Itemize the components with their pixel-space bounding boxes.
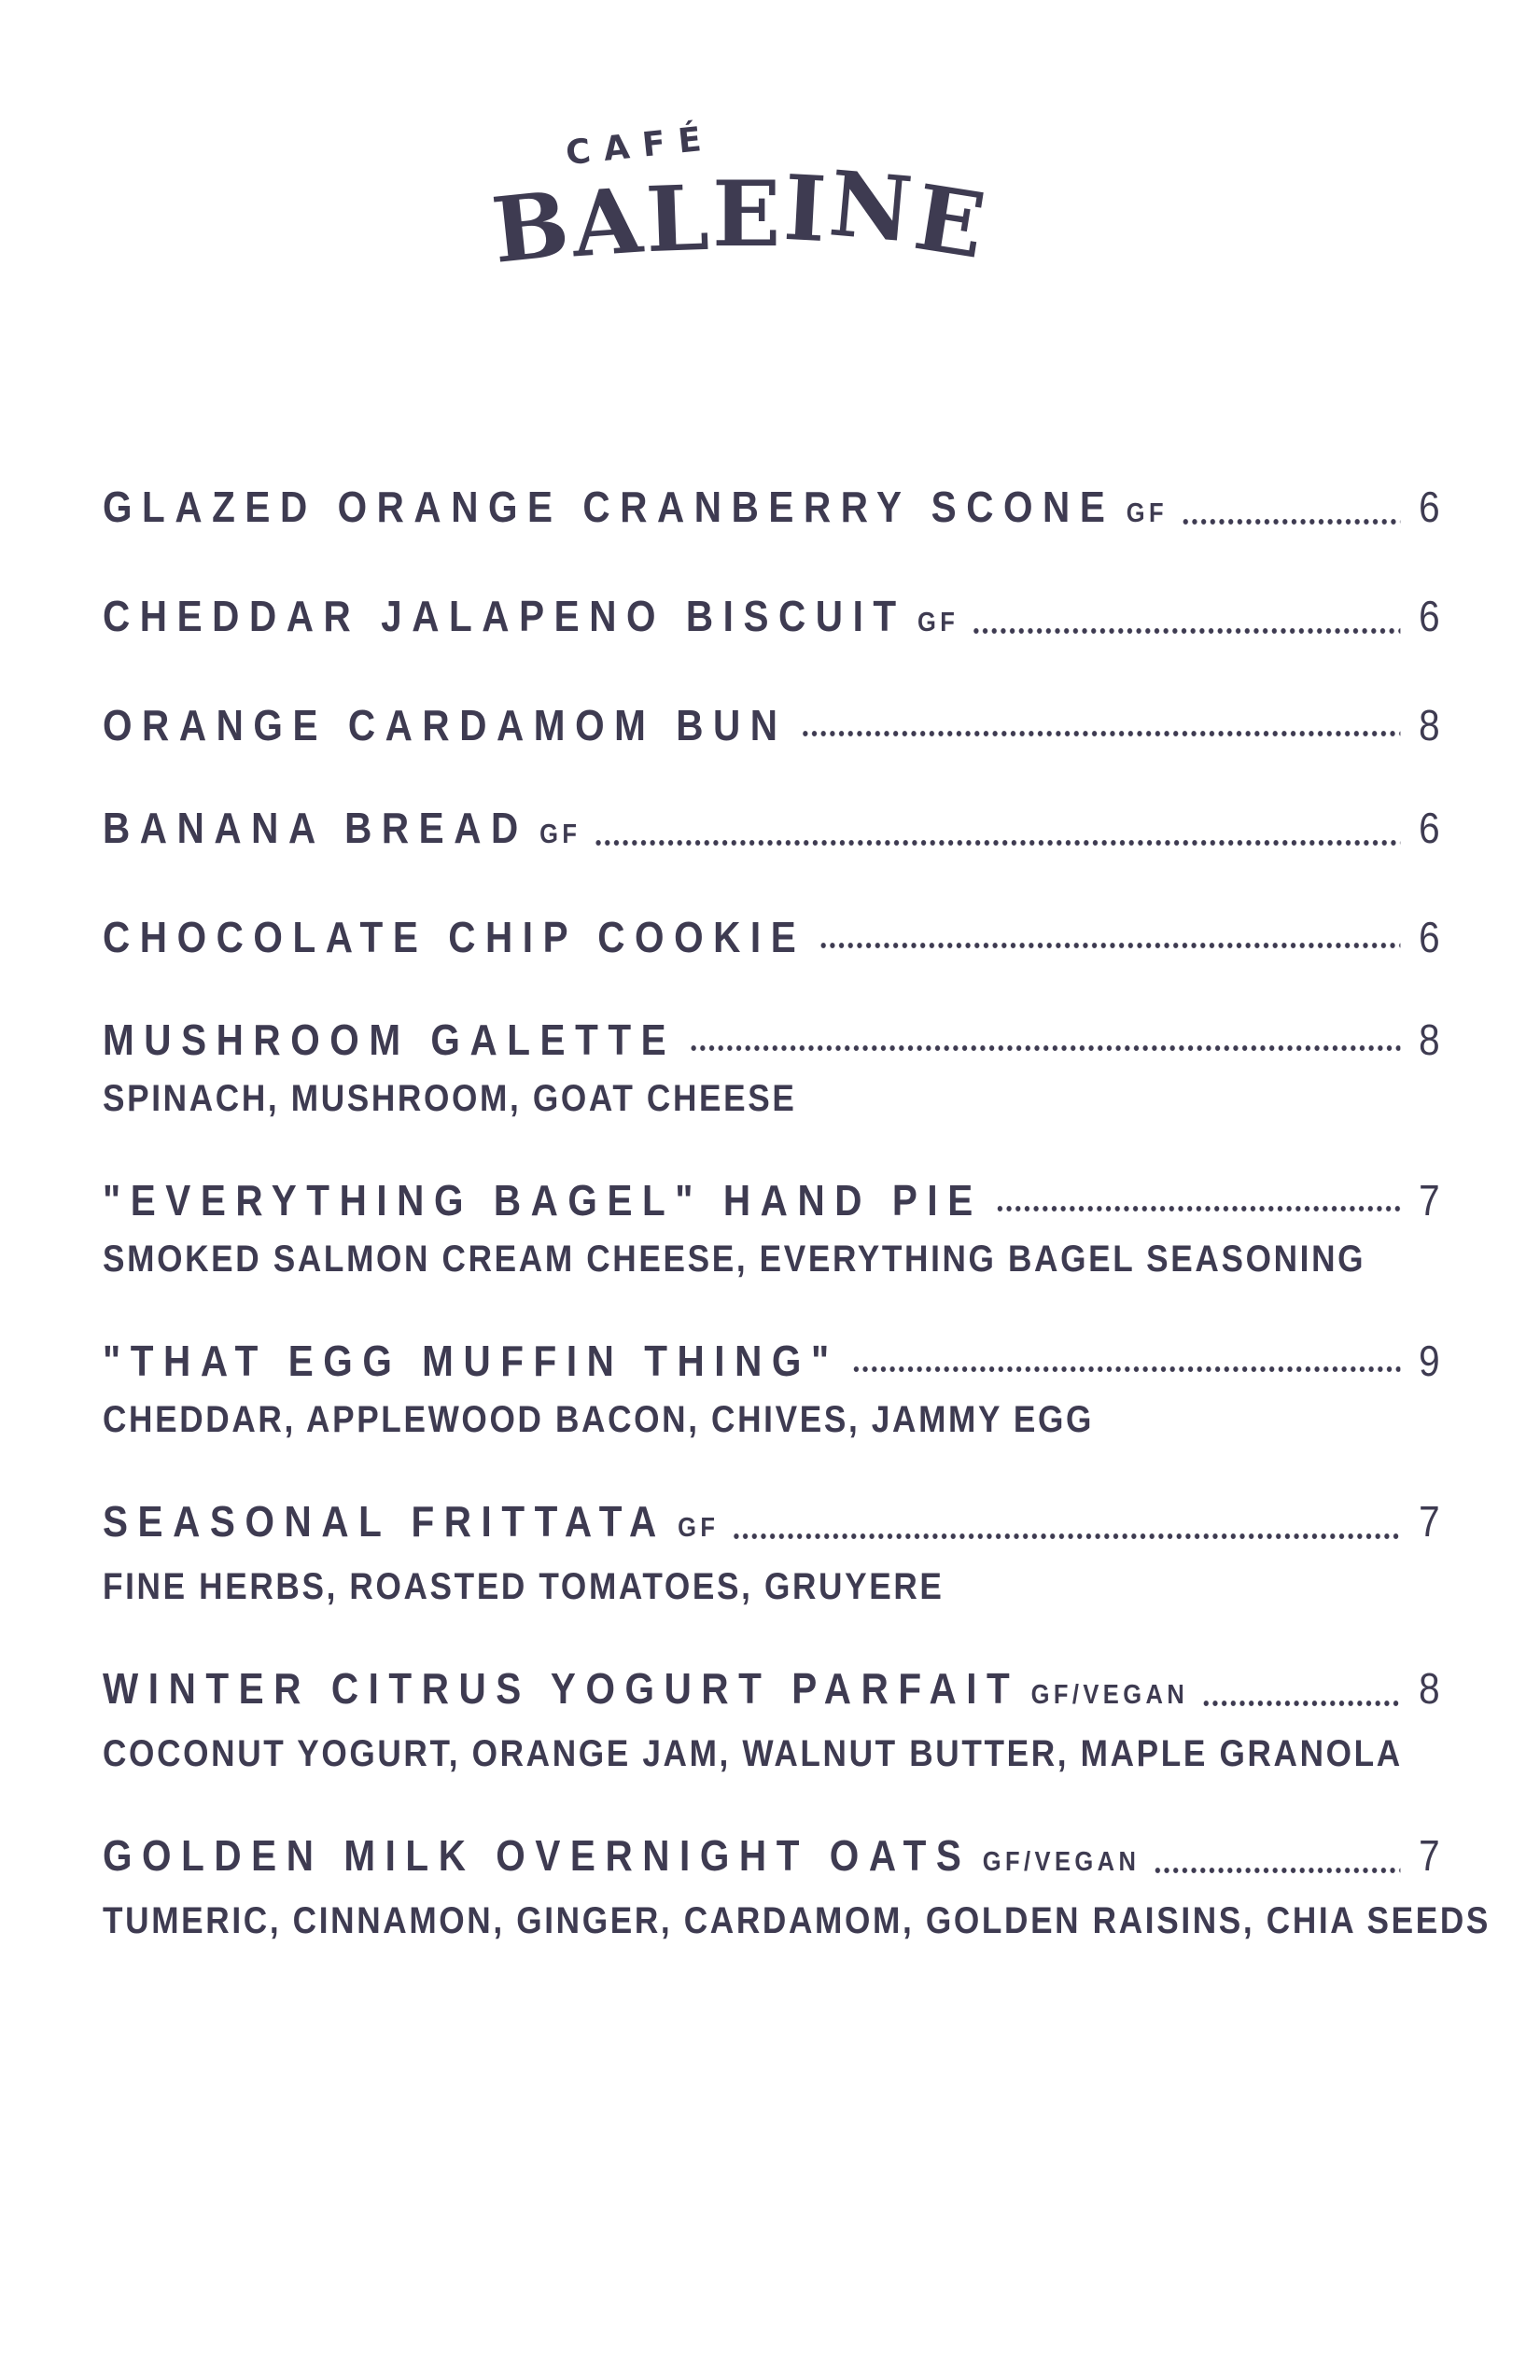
menu-item-row bbox=[103, 483, 1440, 537]
menu-item-row bbox=[103, 1016, 1440, 1063]
menu-item-row bbox=[103, 805, 1440, 858]
menu-item-dietary-tag: GF bbox=[678, 1513, 720, 1543]
dot-leader bbox=[996, 1205, 1401, 1212]
menu-item-name: WINTER CITRUS YOGURT PARFAIT bbox=[103, 1664, 1020, 1713]
menu-item-price: 7 bbox=[1419, 1176, 1440, 1225]
menu-item-name: GLAZED ORANGE CRANBERRY SCONE bbox=[103, 483, 1115, 531]
logo-letter: A bbox=[568, 167, 646, 278]
menu-item-name: "THAT EGG MUFFIN THING" bbox=[103, 1337, 839, 1385]
menu-item bbox=[103, 1337, 1440, 1442]
menu-item bbox=[103, 1498, 1440, 1609]
dot-leader bbox=[801, 730, 1401, 737]
menu-item-price: 6 bbox=[1419, 804, 1440, 852]
dot-leader bbox=[732, 1533, 1400, 1540]
logo-letter: L bbox=[643, 164, 711, 273]
menu-item-name: SEASONAL FRITTATA bbox=[103, 1497, 666, 1546]
dot-leader bbox=[1201, 1700, 1400, 1707]
menu-item-price: 6 bbox=[1419, 913, 1440, 961]
menu-item-price: 8 bbox=[1419, 1664, 1440, 1713]
menu-item-row bbox=[103, 1665, 1440, 1718]
dot-leader bbox=[594, 839, 1400, 847]
logo-letter: E bbox=[907, 163, 992, 280]
menu bbox=[103, 483, 1491, 1999]
menu-item-name: BANANA BREAD bbox=[103, 804, 528, 852]
menu-item-dietary-tag: GF/VEGAN bbox=[982, 1847, 1141, 1877]
menu-item-row bbox=[103, 1498, 1440, 1551]
menu-item-dietary-tag: GF bbox=[917, 608, 959, 637]
menu-item bbox=[103, 1177, 1440, 1281]
menu-item-description: COCONUT YOGURT, ORANGE JAM, WALNUT BUTTER, MAPLE GRANOLA bbox=[103, 1733, 1403, 1774]
menu-item-dietary-tag: GF bbox=[539, 819, 581, 849]
menu-item-dietary-tag: GF bbox=[1126, 498, 1168, 528]
menu-item-name: "EVERYTHING BAGEL" HAND PIE bbox=[103, 1176, 983, 1225]
menu-item-price: 8 bbox=[1419, 701, 1440, 749]
logo-word-baleine bbox=[487, 150, 992, 284]
logo-letter: B bbox=[487, 171, 574, 284]
menu-item-name: MUSHROOM GALETTE bbox=[103, 1015, 677, 1064]
logo-letter: I bbox=[781, 154, 830, 263]
menu-item-price: 7 bbox=[1419, 1831, 1440, 1880]
menu-item-price: 6 bbox=[1419, 592, 1440, 640]
logo-letter: N bbox=[825, 150, 917, 263]
menu-item-price: 6 bbox=[1419, 483, 1440, 531]
dot-leader bbox=[852, 1365, 1401, 1373]
menu-item bbox=[103, 702, 1440, 749]
menu-item-row bbox=[103, 702, 1440, 749]
menu-item-row bbox=[103, 593, 1440, 646]
menu-item-description: SPINACH, MUSHROOM, GOAT CHEESE bbox=[103, 1078, 797, 1119]
menu-item-row bbox=[103, 1832, 1440, 1885]
menu-item-description: SMOKED SALMON CREAM CHEESE, EVERYTHING BAGEL SEASONING bbox=[103, 1239, 1366, 1280]
menu-item-dietary-tag: GF/VEGAN bbox=[1030, 1680, 1189, 1710]
menu-item bbox=[103, 483, 1440, 537]
dot-leader bbox=[1153, 1867, 1400, 1874]
menu-item bbox=[103, 593, 1440, 646]
menu-item bbox=[103, 1016, 1440, 1121]
dot-leader bbox=[972, 627, 1400, 635]
menu-item-price: 8 bbox=[1419, 1015, 1440, 1064]
menu-item bbox=[103, 1831, 1491, 1943]
logo-letter: E bbox=[712, 161, 781, 267]
menu-item-name: CHOCOLATE CHIP COOKIE bbox=[103, 913, 806, 961]
menu-item-description: FINE HERBS, ROASTED TOMATOES, GRUYERE bbox=[103, 1566, 945, 1607]
menu-item-name: ORANGE CARDAMOM BUN bbox=[103, 701, 788, 749]
dot-leader bbox=[689, 1044, 1400, 1052]
menu-item-price: 9 bbox=[1419, 1337, 1440, 1385]
menu-item-description: CHEDDAR, APPLEWOOD BACON, CHIVES, JAMMY EGG bbox=[103, 1399, 1095, 1440]
menu-item-price: 7 bbox=[1419, 1497, 1440, 1546]
dot-leader bbox=[1181, 518, 1400, 525]
menu-item-row bbox=[103, 914, 1440, 960]
menu-item-description: TUMERIC, CINNAMON, GINGER, CARDAMOM, GOLDEN RAISINS, CHIA SEEDS bbox=[103, 1900, 1491, 1941]
menu-item-row bbox=[103, 1177, 1440, 1224]
menu-item bbox=[103, 805, 1440, 858]
menu-item-name: GOLDEN MILK OVERNIGHT OATS bbox=[103, 1831, 972, 1880]
cafe-baleine-logo bbox=[485, 110, 992, 334]
logo-word-cafe: CAFÉ bbox=[564, 119, 717, 174]
menu-item bbox=[103, 914, 1440, 960]
menu-item bbox=[103, 1665, 1440, 1776]
dot-leader bbox=[819, 942, 1400, 949]
menu-item-row bbox=[103, 1337, 1440, 1384]
menu-item-name: CHEDDAR JALAPENO BISCUIT bbox=[103, 592, 906, 640]
